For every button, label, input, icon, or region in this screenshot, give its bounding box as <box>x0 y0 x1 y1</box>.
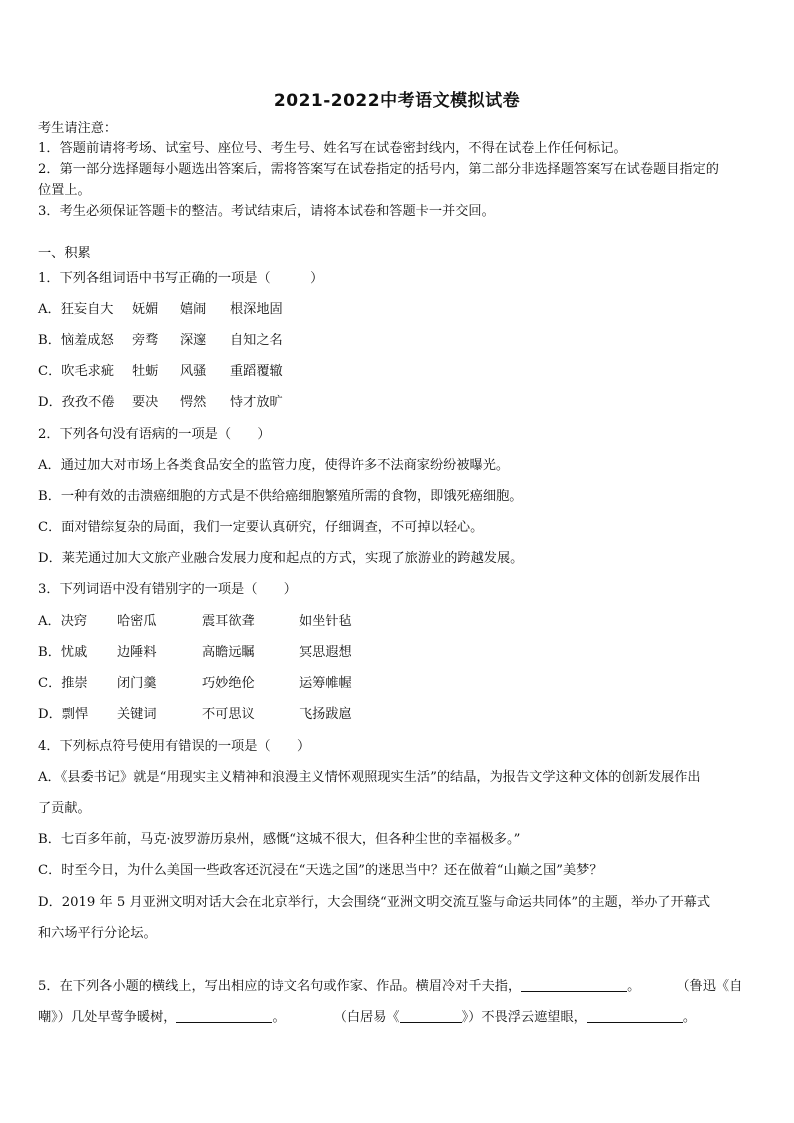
option-word: A．决窍 <box>38 614 88 629</box>
q5-line-2 <box>38 1008 763 1028</box>
option-word: 震耳欲聋 <box>202 614 255 629</box>
q5-prompt: 》）不畏浮云遮望眼， <box>461 1010 587 1025</box>
section-heading: 一、积累 <box>38 246 91 261</box>
q4-option-d: D．2019 年 5 月亚洲文明对话大会在北京举行，大会围绕“亚洲文明交流互鉴与命运共同体”的主题，举办了开幕式 <box>38 895 711 910</box>
option-word: 如坐针毡 <box>299 614 352 629</box>
option-word: 嬉闹 <box>180 302 207 317</box>
notice-item-2-cont: 位置上。 <box>38 183 91 198</box>
option-word: 风骚 <box>180 364 207 379</box>
option-word: 愕然 <box>180 395 207 410</box>
notice-item-2: 2．第一部分选择题每小题选出答案后，需将答案写在试卷指定的括号内，第二部分非选择题答案写在试卷题目指定的 <box>38 162 719 177</box>
option-word: 边陲料 <box>117 645 157 660</box>
q5-source: （白居易《 <box>333 1010 400 1025</box>
option-word: 巧妙绝伦 <box>202 676 255 691</box>
q3-stem: 3．下列词语中没有错别字的一项是（ ） <box>38 582 297 597</box>
q4-option-a: A．《县委书记》就是“用现实主义精神和浪漫主义情怀观照现实生活”的结晶，为报告文学这种文体的创新发展作出 <box>38 770 701 785</box>
option-word: 运筹帷幄 <box>299 676 352 691</box>
option-word: D．剽悍 <box>38 707 89 722</box>
q5-punct: 。 <box>272 1010 286 1025</box>
option-word: 哈密瓜 <box>117 614 157 629</box>
q2-option-d: D．莱芜通过加大文旅产业融合发展力度和起点的方式，实现了旅游业的跨越发展。 <box>38 551 524 566</box>
q5-line-1 <box>38 977 763 997</box>
q5-punct: 。 <box>627 979 641 994</box>
q2-option-c: C．面对错综复杂的局面，我们一定要认真研究，仔细调查，不可掉以轻心。 <box>38 520 484 535</box>
q5-prompt: 嘲》）几处早莺争暖树， <box>38 1010 177 1025</box>
option-word: D．孜孜不倦 <box>38 395 115 410</box>
option-word: 旁骛 <box>132 333 159 348</box>
option-word: B．恼羞成怒 <box>38 333 114 348</box>
q5-punct: 。 <box>682 1010 697 1025</box>
page-title: 2021-2022中考语文模拟试卷 <box>273 91 521 111</box>
q4-option-a-cont: 了贡献。 <box>38 801 91 816</box>
q2-stem: 2．下列各句没有语病的一项是（ ） <box>38 427 271 442</box>
option-word: 高瞻远瞩 <box>202 645 255 660</box>
notice-item-3: 3．考生必须保证答题卡的整洁。考试结束后，请将本试卷和答题卡一并交回。 <box>38 204 495 219</box>
option-word: 根深地固 <box>230 302 283 317</box>
q4-stem: 4．下列标点符号使用有错误的一项是（ ） <box>38 739 311 754</box>
q2-option-b: B．一种有效的击溃癌细胞的方式是不供给癌细胞繁殖所需的食物，即饿死癌细胞。 <box>38 489 523 504</box>
answer-blank[interactable] <box>587 1008 683 1023</box>
option-word: 重蹈覆辙 <box>230 364 283 379</box>
q1-stem: 1．下列各组词语中书写正确的一项是（ ） <box>38 271 324 286</box>
answer-blank[interactable] <box>176 1008 272 1023</box>
option-word: 妩媚 <box>132 302 159 317</box>
option-word: 深邃 <box>180 333 207 348</box>
option-word: 冥思遐想 <box>299 645 352 660</box>
q2-option-a: A．通过加大对市场上各类食品安全的监管力度，使得许多不法商家纷纷被曝光。 <box>38 458 510 473</box>
option-word: B．忧戚 <box>38 645 88 660</box>
q5-source: （鲁迅《自 <box>676 979 743 994</box>
answer-blank[interactable] <box>521 977 627 992</box>
option-word: 飞扬跋扈 <box>299 707 352 722</box>
option-word: 恃才放旷 <box>230 395 283 410</box>
q4-option-c: C．时至今日，为什么美国一些政客还沉浸在“天选之国”的迷思当中？还在做着“山巅之国”美梦？ <box>38 863 603 878</box>
option-word: 不可思议 <box>202 707 255 722</box>
notice-item-1: 1．答题前请将考场、试室号、座位号、考生号、姓名写在试卷密封线内，不得在试卷上作任何标记。 <box>38 141 627 156</box>
option-word: C．推崇 <box>38 676 88 691</box>
answer-blank[interactable] <box>400 1008 462 1023</box>
option-word: 自知之名 <box>230 333 283 348</box>
q4-option-d-cont: 和六场平行分论坛。 <box>38 926 157 941</box>
q5-prompt: 5．在下列各小题的横线上，写出相应的诗文名句或作家、作品。横眉冷对千夫指， <box>38 979 522 994</box>
option-word: 闭门羹 <box>117 676 157 691</box>
q4-option-b: B．七百多年前，马克·波罗游历泉州，感慨“这城不很大，但各种尘世的幸福极多。” <box>38 832 521 847</box>
option-word: C．吹毛求疵 <box>38 364 115 379</box>
option-word: 牡蛎 <box>132 364 159 379</box>
option-word: A．狂妄自大 <box>38 302 114 317</box>
notice-heading: 考生请注意： <box>38 121 118 136</box>
option-word: 关键词 <box>117 707 157 722</box>
option-word: 要决 <box>132 395 159 410</box>
